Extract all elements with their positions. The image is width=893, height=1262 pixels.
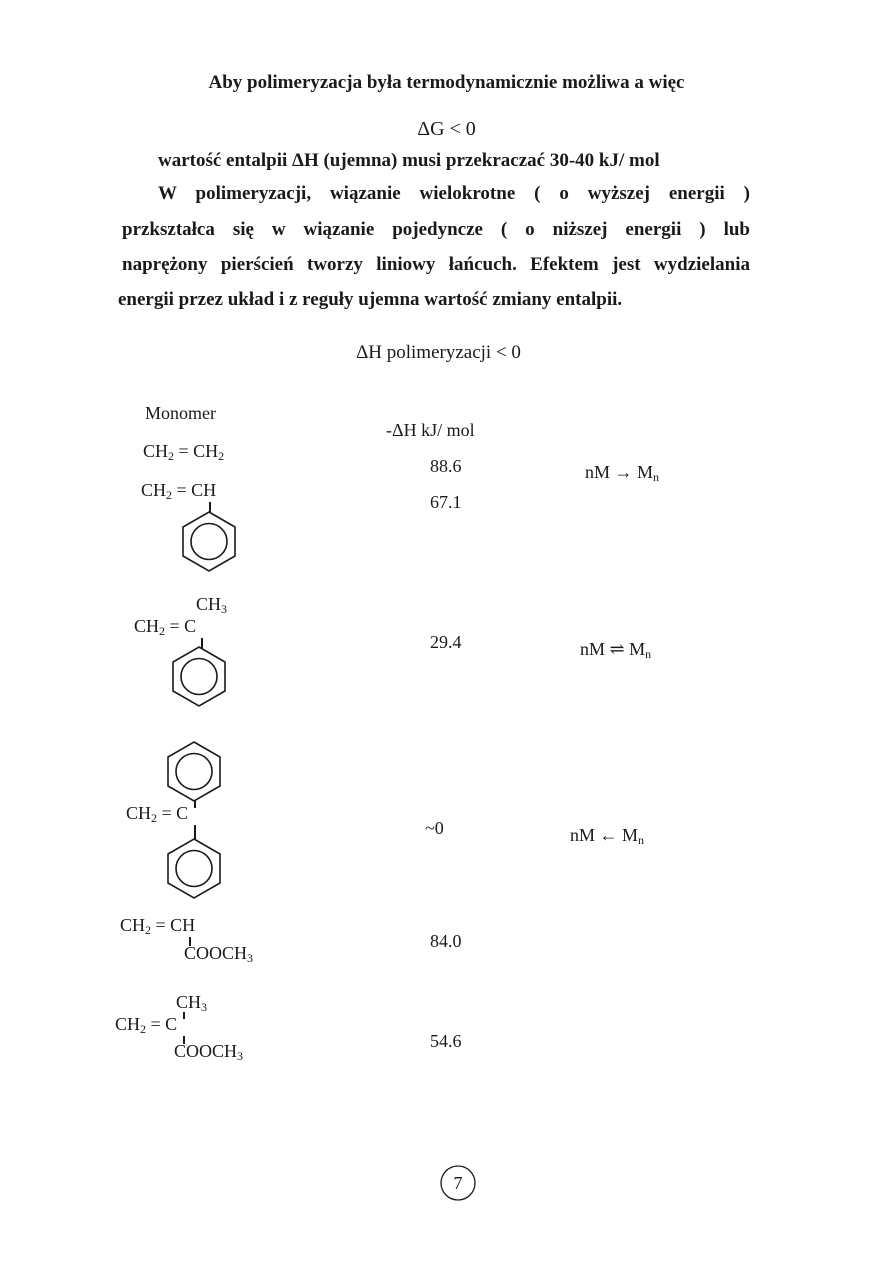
header-monomer: Monomer [145,403,216,423]
formula-methacrylate-ester: $COOCH_3$ [174,1041,244,1063]
formula-amethylstyrene: $CH_2 = C$ [134,616,197,638]
formula-amethylstyrene-methyl: $CH_3$ [196,594,228,616]
value-acrylate: 84.0 [430,931,462,951]
text-line-3: wartość entalpii ΔH (ujemna) musi przekraczać 30-40 kJ/ mol [158,150,660,171]
value-amethylstyrene: 29.4 [430,632,462,652]
text-line-6: naprężony pierścień tworzy liniowy łańcuch. Efektem jest wydzielania [122,254,750,275]
text-line-1: Aby polimeryzacja była termodynamicznie możliwa a więc [208,72,685,93]
value-ethylene: 88.6 [430,456,462,476]
value-diphenyl: ~0 [425,818,444,838]
page-number-label: 7 [453,1173,463,1193]
formula-acrylate-ester: $COOCH_3$ [184,943,254,965]
benzene-ring-icon [178,510,240,572]
benzene-ring-icon [163,837,225,899]
bond-line [183,1012,185,1019]
bond-line [194,800,196,808]
formula-methacrylate: $CH_2 = C$ [115,1014,178,1036]
equilibrium-forward: nM → $M_n$ [585,462,660,484]
text-line-5: przkształca się w wiązanie pojedyncze ( o niższej energii ) lub [122,219,750,240]
text-line-7: energii przez układ i z reguły ujemna wartość zmiany entalpii. [118,289,623,310]
benzene-ring-icon [163,740,225,802]
delta-h-condition: ΔH polimeryzacji < 0 [356,342,521,363]
equilibrium-reverse: nM ← $M_n$ [570,825,645,847]
formula-methacrylate-methyl: $CH_3$ [176,992,208,1014]
value-styrene: 67.1 [430,492,462,512]
header-delta-h: -ΔH kJ/ mol [386,420,475,440]
page-number [440,1165,476,1201]
formula-styrene: $CH_2$ = CH [141,480,217,502]
text-line-4: W polimeryzacji, wiązanie wielokrotne ( o wyższej energii ) [158,183,750,204]
benzene-ring-icon [168,645,230,707]
equilibrium-both: nM ⇌ $M_n$ [580,639,652,661]
formula-ethylene: $CH_2 = CH_2$ [143,441,225,463]
value-methacrylate: 54.6 [430,1031,462,1051]
delta-g-condition: ΔG < 0 [417,118,476,140]
formula-diphenyl: $CH_2 = C$ [126,803,189,825]
formula-acrylate: $CH_2$ = CH [120,915,196,937]
